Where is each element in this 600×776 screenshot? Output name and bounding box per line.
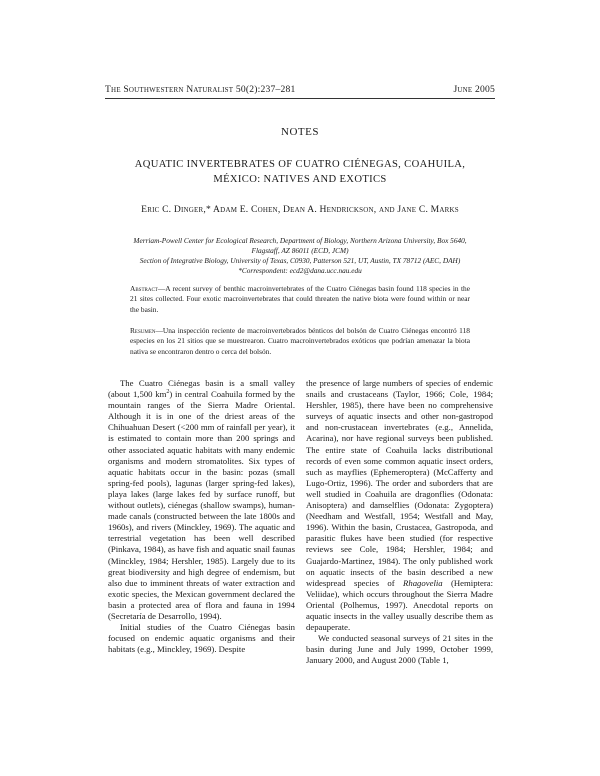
abstract-english [130, 284, 470, 315]
issue-date: June 2005 [453, 84, 495, 95]
affiliation-line-3: Section of Integrative Biology, University of Texas, C0930, Patterson 521, UT, Austin, TX 78712 (AEC, DAH) [139, 256, 461, 266]
body-paragraph: The Cuatro Ciénegas basin is a small valley (about 1,500 $km^2$) in central Coahuila formed by the mountain ranges of the Sierra Madre Oriental. Although it is in one of the driest areas of the Chihuahuan Desert (<200 mm of rainfall per year), it is estimated to contain more than 200 springs and other associated aquatic habitats with many endemic organisms and modern stromatolites. Six types of aquatic habitats occur in the basin: pozas (small spring-fed pools), lagunas (larger spring-fed lakes), playa lakes (large lakes fed by surface runoff, but without outlets), ciénegas (shallow swamps), human-made canals (constructed between the late 1800s and 1960s), and rivers (Minckley, 1969). The aquatic and terrestrial vegetation has been well described (Pinkava, 1984), as have fish and aquatic snail faunas (Minckley, 1984; Hershler, 1985). Largely due to its great biodiversity and high degree of endemism, but also due to imminent threats of water extraction and exotic species, the Mexican government declared the basin a protected area of flora and fauna in 1994 (Secretaría de Desarrollo, 1994). [108, 378, 295, 621]
body-paragraph: Initial studies of the Cuatro Ciénegas basin focused on endemic aquatic organisms and their habitats (e.g., Minckley, 1969). Despite [108, 622, 295, 655]
correspondent-line: *Correspondent: ecd2@dana.ucc.nau.edu [238, 266, 362, 276]
affiliation-line-1: Merriam-Powell Center for Ecological Research, Department of Biology, Northern Arizona University, Box 5640, [133, 236, 467, 245]
body-paragraph: the presence of large numbers of species of endemic snails and crustaceans (Taylor, 1966; Cole, 1984; Hershler, 1985), there have been no comprehensive surveys of aquatic insects and other non-gastropod and non-crustacean invertebrates (e.g., Annelida, Acarina), nor have regional surveys been published. The entire state of Coahuila lacks distributional records of even some common aquatic insect orders, such as mayflies (Ephemeroptera) (McCafferty and Lugo-Ortiz, 1996). The order and suborders that are well studied in Coahuila are dragonflies (Odonata: Anisoptera) and damselflies (Odonata: Zygoptera) (Needham and Westfall, 1954; Westfall and May, 1996). Within the basin, Crustacea, Gastropoda, and parasitic flukes have been studied (for respective reviews see Cole, 1984; Hershler, 1984; and Guajardo-Martinez, 1984). The only published work on aquatic insects of the basin described a new widespread species of Rhagovelia (Hemiptera: Veliidae), which occurs throughout the Sierra Madre Oriental (Polhemus, 1997). Anecdotal reports on aquatic insects in the valley usually describe them as depauperate. [306, 378, 493, 633]
running-head [105, 84, 495, 95]
body-column-left [108, 378, 295, 655]
journal-citation: The Southwestern Naturalist 50(2):237–281 [105, 84, 296, 95]
genus-name: Rhagovelia [403, 577, 443, 588]
resumen-label: Resumen [130, 326, 156, 335]
body-column-right [306, 378, 493, 666]
body-paragraph: We conducted seasonal surveys of 21 sites in the basin during June and July 1999, October 1999, January 2000, and August 2000 (Table 1, [306, 633, 493, 666]
affiliations [102, 236, 498, 276]
abstract-spanish [130, 326, 470, 357]
resumen-text: —Una inspección reciente de macroinvertebrados bénticos del bolsón de Cuatro Ciénegas encontró 118 especies en los 21 sitios que se muestrearon. Cuatro macroinvertebrados exóticos que podrían amenazar la biota nativa se encontraron dentro o cerca del bolsón. [130, 326, 470, 356]
abstract-label: Abstract [130, 284, 158, 293]
superscript: 2 [166, 389, 170, 396]
title-line-2: MÉXICO: NATIVES AND EXOTICS [213, 174, 387, 185]
affiliation-line-2: Flagstaff, AZ 86011 (ECD, JCM) [251, 246, 349, 256]
title-line-1: AQUATIC INVERTEBRATES OF CUATRO CIÉNEGAS, COAHUILA, [134, 159, 466, 170]
author-list: Eric C. Dinger,* Adam E. Cohen, Dean A. Hendrickson, and Jane C. Marks [141, 204, 459, 215]
article-title [110, 157, 490, 187]
section-label: NOTES [281, 126, 319, 138]
abstract-text: —A recent survey of benthic macroinvertebrates of the Cuatro Ciénegas basin found 118 species in the 21 sites collected. Four exotic macroinvertebrates that could threaten the native biota were found within or near the basin. [130, 284, 470, 314]
header-rule [105, 98, 495, 99]
